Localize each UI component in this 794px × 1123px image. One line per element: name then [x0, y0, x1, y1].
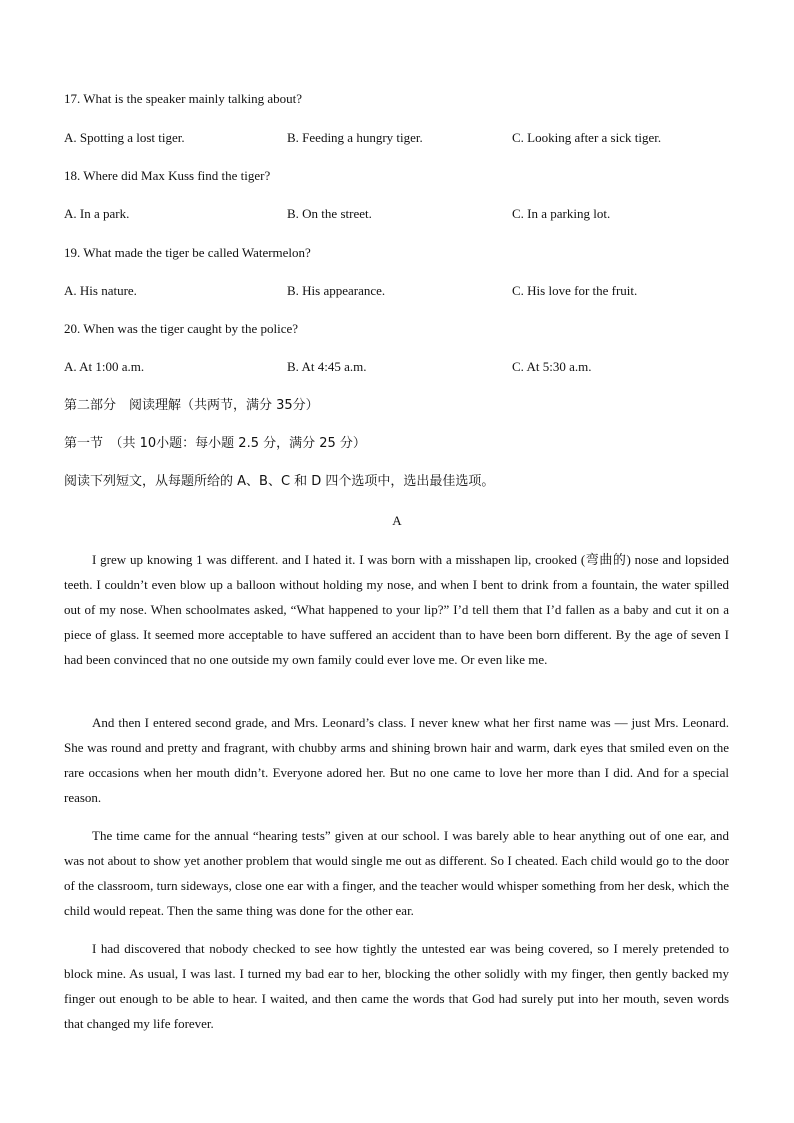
question-20-option-c: C. At 5:30 a.m. — [512, 359, 592, 374]
part-title: 第二部分 阅读理解（共两节，满分 35分） — [64, 398, 319, 413]
question-17-option-a: A. Spotting a lost tiger. — [64, 130, 185, 145]
question-18-option-c: C. In a parking lot. — [512, 206, 611, 221]
question-17-option-c: C. Looking after a sick tiger. — [512, 130, 662, 145]
question-20-option-b: B. At 4:45 a.m. — [287, 359, 367, 374]
question-20-option-a: A. At 1:00 a.m. — [64, 359, 145, 374]
passage-paragraph-1: I grew up knowing 1 was different. and I hated it. I was born with a misshapen lip, crooked (弯曲的) nose and lopsided teeth. I couldn’t even blow up a balloon without holding my nose, and when I bent to drink from a fountain, the water spilled out of my nose. When schoolmates asked, “What happened to your lip?” I’d tell them that I’d fallen as a baby and cut it on a piece of glass. It seemed more acceptable to have suffered an accident than to have been born different. By the age of seven I had been convinced that no one outside my own family could ever love me. Or even like me. — [64, 552, 729, 667]
section-instruction: 阅读下列短文，从每题所给的 A、B、C 和 D 四个选项中，选出最佳选项。 — [64, 474, 495, 489]
question-18-option-a: A. In a park. — [64, 206, 130, 221]
question-17-stem: 17. What is the speaker mainly talking about? — [64, 91, 303, 106]
subsection-title: 第一节 （共 10小题：每小题 2.5 分，满分 25 分） — [64, 436, 366, 451]
question-19-option-b: B. His appearance. — [287, 283, 386, 298]
question-19-option-a: A. His nature. — [64, 283, 137, 298]
question-19-stem: 19. What made the tiger be called Watermelon? — [64, 245, 311, 260]
passage-paragraph-4: I had discovered that nobody checked to see how tightly the untested ear was being covered, so I merely pretended to block mine. As usual, I was last. I turned my bad ear to her, blocking the other solidly with my finger, then gently backed my finger out enough to be able to hear. I waited, and then came the words that God had surely put into her mouth, seven words that changed my life forever. — [64, 941, 729, 1031]
passage-label: A — [392, 513, 402, 528]
question-18-option-b: B. On the street. — [287, 206, 372, 221]
passage-paragraph-3: The time came for the annual “hearing tests” given at our school. I was barely able to hear anything out of one ear, and was not about to show yet another problem that would single me out as different. So I cheated. Each child would go to the door of the classroom, turn sideways, close one ear with a finger, and the teacher would whisper something from her desk, which the child would repeat. Then the same thing was done for the other ear. — [64, 828, 729, 918]
question-20-stem: 20. When was the tiger caught by the police? — [64, 321, 299, 336]
question-19-option-c: C. His love for the fruit. — [512, 283, 638, 298]
question-18-stem: 18. Where did Max Kuss find the tiger? — [64, 168, 271, 183]
question-17-option-b: B. Feeding a hungry tiger. — [287, 130, 423, 145]
passage-paragraph-2: And then I entered second grade, and Mrs. Leonard’s class. I never knew what her first name was — just Mrs. Leonard. She was round and pretty and fragrant, with chubby arms and shining brown hair and warm, dark eyes that smiled even on the rare occasions when her mouth didn’t. Everyone adored her. But no one came to love her more than I did. And for a special reason. — [64, 715, 729, 805]
